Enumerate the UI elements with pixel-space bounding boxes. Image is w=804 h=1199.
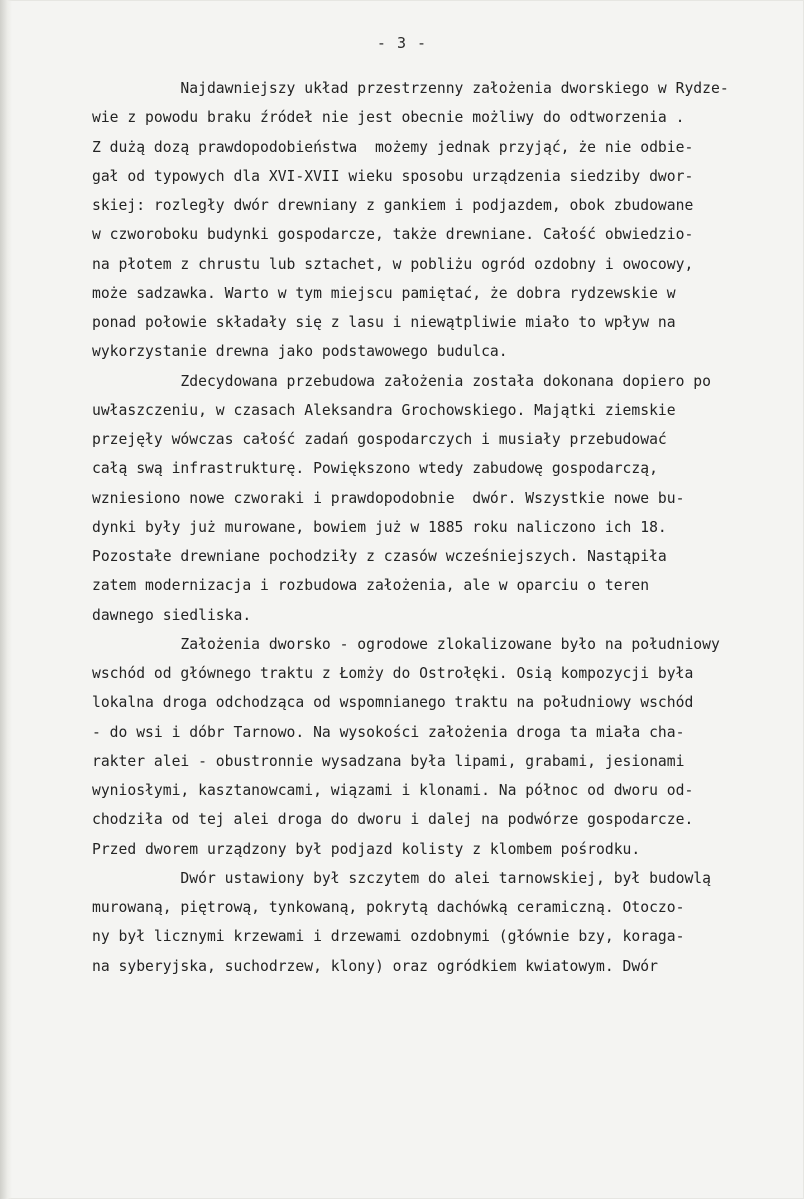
text-line: - do wsi i dóbr Tarnowo. Na wysokości założenia droga ta miała cha- xyxy=(92,723,685,741)
text-line: zatem modernizacja i rozbudowa założenia, ale w oparciu o teren xyxy=(92,577,650,595)
text-line: Najdawniejszy układ przestrzenny założenia dworskiego w Rydze- xyxy=(92,80,729,97)
page-binding-edge xyxy=(0,0,12,1199)
text-line: uwłaszczeniu, w czasach Aleksandra Grochowskiego. Majątki ziemskie xyxy=(92,401,676,419)
text-line: skiej: rozległy dwór drewniany z gankiem i podjazdem, obok zbudowane xyxy=(92,197,694,214)
text-line: Zdecydowana przebudowa założenia została dokonana dopiero po xyxy=(92,372,711,390)
text-line: wykorzystanie drewna jako podstawowego budulca. xyxy=(92,343,508,361)
text-line: Założenia dworsko - ogrodowe zlokalizowane było na południowy xyxy=(92,635,720,653)
text-line: wzniesiono nowe czworaki i prawdopodobnie dwór. Wszystkie nowe bu- xyxy=(92,489,685,507)
text-line: Dwór ustawiony był szczytem do alei tarnowskiej, był budowlą xyxy=(92,869,711,887)
text-line: na płotem z chrustu lub sztachet, w pobliżu ogród ozdobny i owocowy, xyxy=(92,255,694,273)
text-line: może sadzawka. Warto w tym miejscu pamiętać, że dobra rydzewskie w xyxy=(92,284,676,302)
text-line: wyniosłymi, kasztanowcami, wiązami i klonami. Na północ od dworu od- xyxy=(92,782,694,799)
text-line: Pozostałe drewniane pochodziły z czasów wcześniejszych. Nastąpiła xyxy=(92,548,667,565)
text-line: wschód od głównego traktu z Łomży do Ostrołęki. Osią kompozycji była xyxy=(92,665,694,682)
typewritten-text-body xyxy=(92,74,804,981)
text-line: Z dużą dozą prawdopodobieństwa możemy jednak przyjąć, że nie odbie- xyxy=(92,138,694,156)
text-line: chodziła od tej alei droga do dworu i dalej na podwórze gospodarcze. xyxy=(92,811,694,829)
text-line: wie z powodu braku źródeł nie jest obecnie możliwy do odtworzenia . xyxy=(92,109,685,127)
text-line: ponad połowie składały się z lasu i niewątpliwie miało to wpływ na xyxy=(92,314,676,331)
text-line: w czworoboku budynki gospodarcze, także drewniane. Całość obwiedzio- xyxy=(92,226,694,244)
text-line: rakter alei - obustronnie wysadzana była lipami, grabami, jesionami xyxy=(92,752,685,770)
text-line: ny był licznymi krzewami i drzewami ozdobnymi (głównie bzy, koraga- xyxy=(92,928,685,946)
text-line: całą swą infrastrukturę. Powiększono wtedy zabudowę gospodarczą, xyxy=(92,460,658,478)
text-line: Przed dworem urządzony był podjazd kolisty z klombem pośrodku. xyxy=(92,840,641,858)
text-line: lokalna droga odchodząca od wspomnianego traktu na południowy wschód xyxy=(92,694,694,712)
page-number: - 3 - xyxy=(376,34,428,52)
text-line: dawnego siedliska. xyxy=(92,606,252,624)
text-line: przejęły wówczas całość zadań gospodarczych i musiały przebudować xyxy=(92,431,667,448)
text-line: gał od typowych dla XVI-XVII wieku sposobu urządzenia siedziby dwor- xyxy=(92,167,694,185)
text-line: murowaną, piętrową, tynkowaną, pokrytą dachówką ceramiczną. Otoczo- xyxy=(92,899,685,916)
text-line: dynki były już murowane, bowiem już w 1885 roku naliczono ich 18. xyxy=(92,518,667,536)
text-line: na syberyjska, suchodrzew, klony) oraz ogródkiem kwiatowym. Dwór xyxy=(92,957,658,975)
